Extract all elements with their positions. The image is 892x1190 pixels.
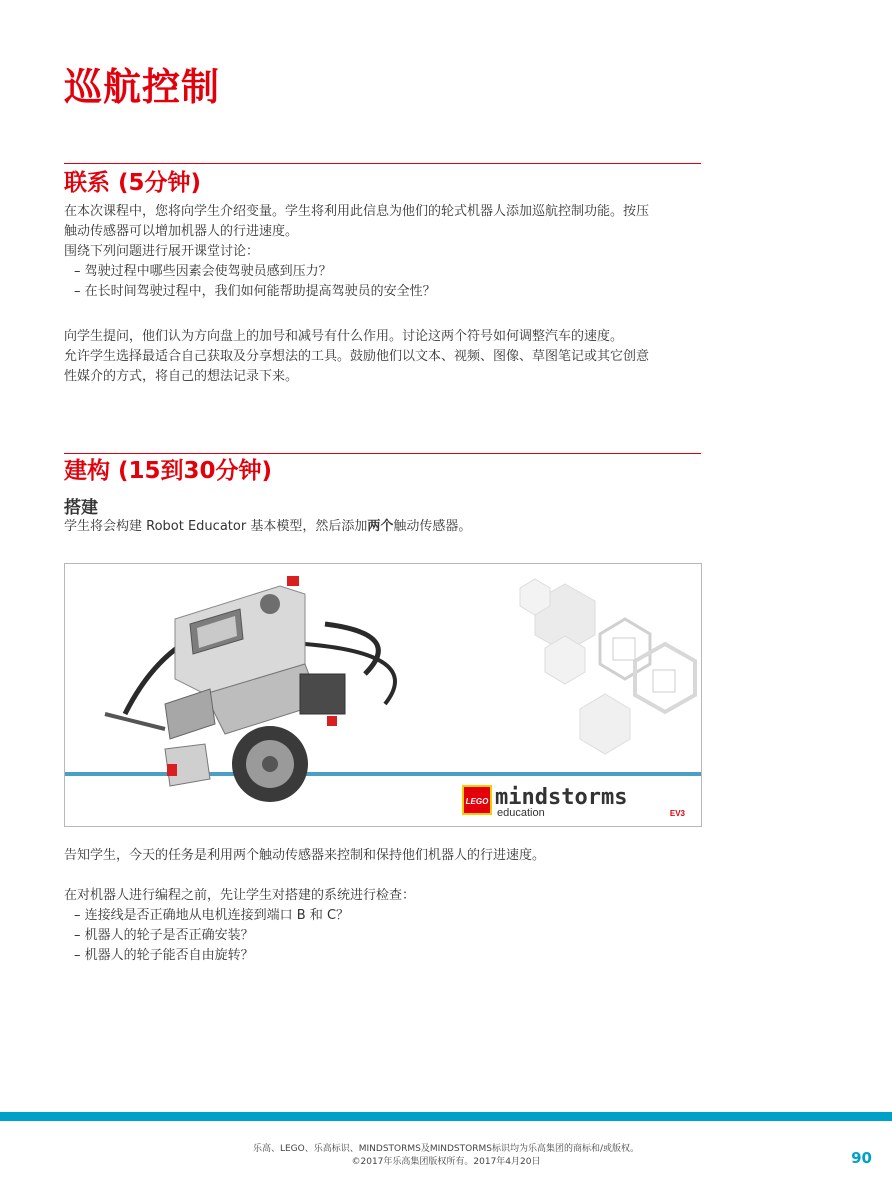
discussion-question-1: – 驾驶过程中哪些因素会使驾驶员感到压力？ bbox=[74, 264, 332, 279]
hexagon-pattern bbox=[520, 579, 695, 754]
brand-subtitle: education bbox=[497, 807, 545, 819]
section-divider-construct bbox=[64, 453, 701, 454]
brand-wordmark: mindstorms bbox=[495, 785, 628, 810]
connect-para3-line1: 允许学生选择最适合自己获取及分享想法的工具。鼓励他们以文本、视频、图像、草图笔记或其它创意 bbox=[64, 349, 650, 364]
ev3-robot bbox=[105, 576, 395, 802]
connect-para1-line1: 在本次课程中，您将向学生介绍变量。学生将利用此信息为他们的轮式机器人添加巡航控制功能。按压 bbox=[64, 204, 650, 219]
check-item-3: – 机器人的轮子能否自由旋转？ bbox=[74, 948, 254, 963]
build-text-post: 触动传感器。 bbox=[393, 519, 472, 534]
connect-para2-line1: 向学生提问，他们认为方向盘上的加号和减号有什么作用。讨论这两个符号如何调整汽车的速度。 bbox=[64, 329, 624, 344]
mindstorms-logo bbox=[463, 785, 686, 819]
ev3-badge: EV3 bbox=[669, 809, 685, 818]
check-intro: 在对机器人进行编程之前，先让学生对搭建的系统进行检查： bbox=[64, 888, 416, 903]
section-heading-connect: 联系 (5分钟) bbox=[64, 170, 202, 196]
robot-model-image bbox=[64, 563, 702, 827]
build-instruction bbox=[64, 517, 704, 537]
build-text-pre: 学生将会构建 Robot Educator 基本模型，然后添加 bbox=[64, 519, 368, 534]
footer-copyright: ©2017年乐高集团版权所有。2017年4月20日 bbox=[351, 1157, 541, 1167]
floor-line bbox=[65, 772, 701, 776]
section-divider-connect bbox=[64, 163, 701, 164]
build-sentence bbox=[64, 517, 704, 537]
footer-bar bbox=[0, 1112, 892, 1121]
connect-para3-line2: 性媒介的方式，将自己的想法记录下来。 bbox=[64, 369, 299, 384]
connect-para1-line2: 触动传感器可以增加机器人的行进速度。 bbox=[64, 224, 299, 239]
page-title: 巡航控制 bbox=[64, 65, 221, 109]
tell-students: 告知学生，今天的任务是利用两个触动传感器来控制和保持他们机器人的行进速度。 bbox=[64, 848, 546, 863]
lego-logo-text: LEGO bbox=[465, 797, 489, 806]
footer-trademark: 乐高、LEGO、乐高标识、MINDSTORMS及MINDSTORMS标识均为乐高集团的商标和/或版权。 bbox=[252, 1144, 639, 1154]
checklist-block bbox=[64, 886, 704, 966]
section-heading-construct: 建构 (15到30分钟) bbox=[64, 458, 273, 484]
discussion-question-2: – 在长时间驾驶过程中，我们如何能帮助提高驾驶员的安全性？ bbox=[74, 284, 436, 299]
connect-text-block bbox=[64, 202, 704, 302]
robot-illustration bbox=[65, 564, 701, 826]
page-number: 90 bbox=[851, 1149, 872, 1167]
connect-text-block-2 bbox=[64, 327, 704, 387]
subheading-build: 搭建 bbox=[64, 498, 98, 518]
check-item-2: – 机器人的轮子是否正确安装？ bbox=[74, 928, 254, 943]
check-item-1: – 连接线是否正确地从电机连接到端口 B 和 C？ bbox=[74, 908, 350, 923]
build-text-bold: 两个 bbox=[367, 519, 394, 534]
task-statement bbox=[64, 846, 704, 866]
discuss-intro: 围绕下列问题进行展开课堂讨论： bbox=[64, 244, 260, 259]
